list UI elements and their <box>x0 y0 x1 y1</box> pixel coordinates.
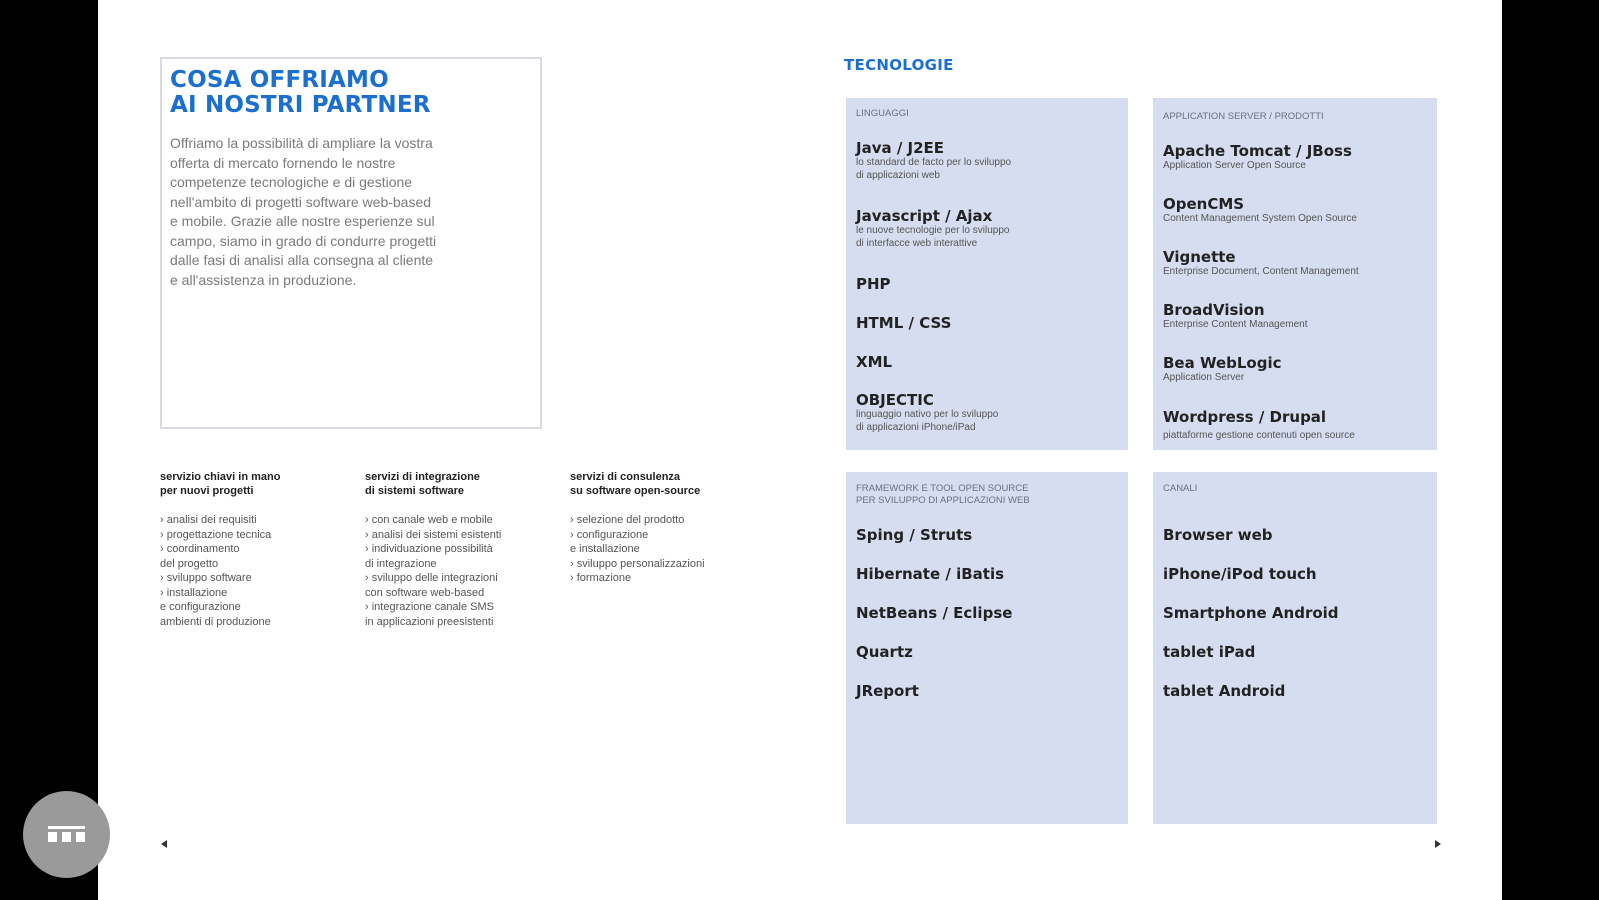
service-item: › analisi dei requisiti <box>160 514 257 526</box>
service-list <box>160 513 360 629</box>
tech-name: HTML / CSS <box>856 314 952 332</box>
offer-title <box>170 68 532 118</box>
tech-item <box>856 140 1122 182</box>
tech-desc: Application Server Open Source <box>1163 160 1306 171</box>
offer-body-line: e all'assistenza in produzione. <box>170 271 357 288</box>
service-list <box>570 513 770 586</box>
service-item: › individuazione possibilità <box>365 543 493 555</box>
tech-name: BroadVision <box>1163 301 1265 319</box>
tech-desc: Application Server <box>1163 372 1245 383</box>
tech-heading: TECNOLOGIE <box>844 56 954 74</box>
service-title-line: servizi di integrazione <box>365 471 480 483</box>
tech-desc: Content Management System Open Source <box>1163 213 1357 224</box>
menu-button[interactable] <box>23 791 110 878</box>
offer-body-line: competenze tecnologiche e di gestione <box>170 174 413 190</box>
tech-name: Apache Tomcat / JBoss <box>1163 142 1352 160</box>
service-item: › sviluppo personalizzazioni <box>570 557 705 570</box>
tech-item <box>1163 355 1431 385</box>
service-item: › configurazione <box>570 528 649 541</box>
tech-desc: di applicazioni iPhone/iPad <box>856 421 976 433</box>
service-item: › installazione <box>160 586 228 599</box>
offer-title-line: COSA OFFRIAMO <box>170 67 389 93</box>
service-list <box>365 513 565 629</box>
tech-desc: le nuove tecnologie per lo sviluppo <box>856 225 1010 236</box>
tech-name: Sping / Struts <box>856 526 973 544</box>
panel-label-line: CANALI <box>1163 483 1198 494</box>
tech-item <box>1163 249 1431 279</box>
panel-label-line: LINGUAGGI <box>856 108 909 119</box>
tech-item <box>856 315 1122 332</box>
service-title-line: servizi di consulenza <box>570 471 681 483</box>
services-section <box>160 470 800 640</box>
service-item: in applicazioni preesistenti <box>365 615 494 628</box>
document-page <box>98 0 1502 900</box>
tech-item <box>1163 302 1431 332</box>
panel-channels <box>1153 472 1437 824</box>
offer-body-line: offerta di mercato fornendo le nostre <box>170 154 396 171</box>
tech-item <box>1163 527 1431 544</box>
tech-name: NetBeans / Eclipse <box>856 604 1013 622</box>
panel-label <box>856 108 1118 120</box>
tech-item <box>856 605 1122 622</box>
panel-app-servers <box>1153 98 1437 450</box>
offer-body-line: Offriamo la possibilità di ampliare la vostra <box>170 135 433 151</box>
tech-desc: Enterprise Content Management <box>1163 319 1308 330</box>
tech-desc: di interfacce web interattive <box>856 237 978 249</box>
tech-item <box>856 644 1122 661</box>
tech-name: OpenCMS <box>1163 195 1245 213</box>
service-item: › analisi dei sistemi esistenti <box>365 528 502 541</box>
tech-name: PHP <box>856 275 891 293</box>
service-title-line: di sistemi software <box>365 485 465 497</box>
panel-label <box>1163 111 1427 123</box>
service-item: › integrazione canale SMS <box>365 601 495 613</box>
service-item: ambienti di produzione <box>160 615 271 628</box>
next-page-icon[interactable] <box>1435 840 1441 848</box>
panel-label <box>1163 483 1427 495</box>
tech-name: Javascript / Ajax <box>856 207 993 225</box>
service-consulting <box>570 470 770 586</box>
panel-label <box>856 483 1118 507</box>
offer-body-line: e mobile. Grazie alle nostre esperienze sul <box>170 213 435 229</box>
tech-name: tablet Android <box>1163 682 1286 700</box>
service-item: › sviluppo delle integrazioni <box>365 572 498 584</box>
offer-body-line: campo, siamo in grado di condurre progetti <box>170 232 437 249</box>
service-title <box>570 470 770 498</box>
service-item: › sviluppo software <box>160 572 252 584</box>
service-item: con software web-based <box>365 586 485 599</box>
tech-desc: linguaggio nativo per lo sviluppo <box>856 409 999 420</box>
service-item: e configurazione <box>160 601 241 613</box>
tech-name: Java / J2EE <box>856 139 945 157</box>
service-title-line: servizio chiavi in mano <box>160 471 281 483</box>
service-title <box>365 470 565 498</box>
service-item: › coordinamento <box>160 543 240 555</box>
service-title-line: per nuovi progetti <box>160 485 254 497</box>
tech-name: OBJECTIC <box>856 391 934 409</box>
tech-item <box>856 566 1122 583</box>
service-item: › formazione <box>570 572 632 584</box>
tech-item <box>1163 409 1431 443</box>
panel-label-line: APPLICATION SERVER / PRODOTTI <box>1163 111 1324 122</box>
tech-item <box>856 392 1122 434</box>
tech-name: Browser web <box>1163 526 1273 544</box>
tech-desc: piattaforme gestione contenuti open source <box>1163 430 1355 441</box>
tech-item <box>1163 143 1431 173</box>
service-item: › con canale web e mobile <box>365 514 493 526</box>
panel-label-line: FRAMEWORK E TOOL OPEN SOURCE <box>856 483 1029 494</box>
offer-body-line: nell'ambito di progetti software web-based <box>170 193 432 210</box>
service-item: › selezione del prodotto <box>570 514 685 526</box>
tech-name: Vignette <box>1163 248 1236 266</box>
tech-desc: di applicazioni web <box>856 169 940 181</box>
service-item: › progettazione tecnica <box>160 528 272 541</box>
tech-name: Wordpress / Drupal <box>1163 408 1327 426</box>
service-item: del progetto <box>160 557 219 570</box>
tech-name: Smartphone Android <box>1163 604 1339 622</box>
panel-frameworks <box>846 472 1128 824</box>
tech-item <box>856 683 1122 700</box>
tech-item <box>856 208 1122 250</box>
tech-item <box>1163 566 1431 583</box>
service-title-line: su software open-source <box>570 485 701 497</box>
tech-item <box>1163 683 1431 700</box>
tech-item <box>856 527 1122 544</box>
tech-name: iPhone/iPod touch <box>1163 565 1317 583</box>
panel-label-line: PER SVILUPPO DI APPLICAZIONI WEB <box>856 495 1030 506</box>
tech-desc: lo standard de facto per lo sviluppo <box>856 157 1012 168</box>
service-integration <box>365 470 565 629</box>
prev-page-icon[interactable] <box>161 840 167 848</box>
tech-item <box>1163 605 1431 622</box>
tech-desc: Enterprise Document, Content Management <box>1163 266 1359 277</box>
offer-box <box>160 57 542 429</box>
service-title <box>160 470 360 498</box>
tech-name: tablet iPad <box>1163 643 1256 661</box>
service-item: di integrazione <box>365 557 437 570</box>
tech-name: Bea WebLogic <box>1163 354 1282 372</box>
tech-name: XML <box>856 353 893 371</box>
offer-body-line: dalle fasi di analisi alla consegna al cliente <box>170 252 434 268</box>
service-item: e installazione <box>570 543 640 555</box>
tech-name: Hibernate / iBatis <box>856 565 1005 583</box>
tech-item <box>856 276 1122 293</box>
tech-item <box>856 354 1122 371</box>
tech-name: Quartz <box>856 643 913 661</box>
service-turnkey <box>160 470 360 629</box>
offer-title-line: AI NOSTRI PARTNER <box>170 92 431 118</box>
tech-item <box>1163 196 1431 226</box>
panel-languages <box>846 98 1128 450</box>
tech-item <box>1163 644 1431 661</box>
more-icon <box>48 826 85 844</box>
tech-name: JReport <box>856 682 919 700</box>
offer-body <box>170 134 532 290</box>
